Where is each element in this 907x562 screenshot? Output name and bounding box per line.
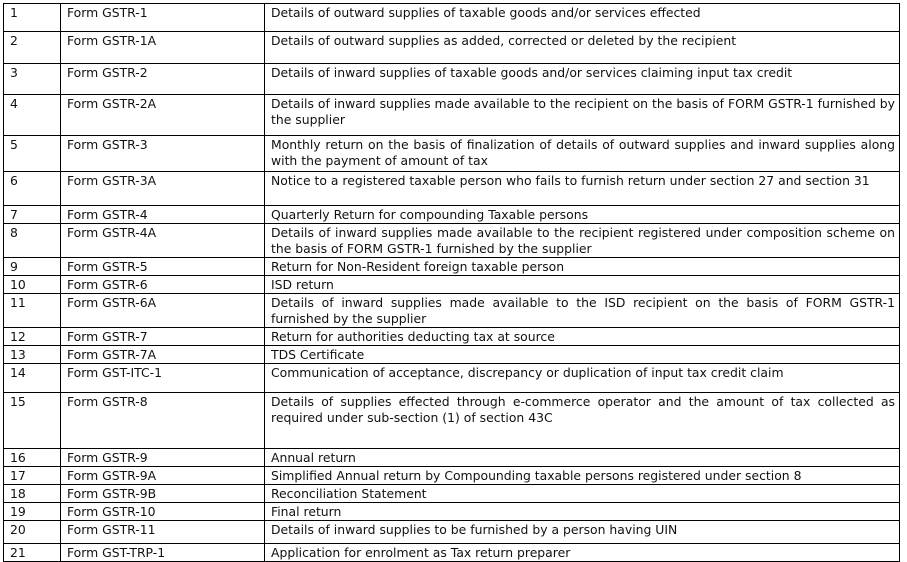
form-description: Details of inward supplies made available to the ISD recipient on the basis of FORM GSTR-1 furnished by the supplier bbox=[265, 294, 900, 328]
form-name: Form GSTR-9 bbox=[61, 449, 265, 467]
form-name: Form GSTR-5 bbox=[61, 258, 265, 276]
form-name: Form GSTR-4A bbox=[61, 224, 265, 258]
form-description: Details of inward supplies of taxable goods and/or services claiming input tax credit bbox=[265, 64, 900, 95]
form-description: Details of inward supplies to be furnished by a person having UIN bbox=[265, 521, 900, 544]
table-row bbox=[4, 467, 900, 485]
form-name: Form GSTR-1 bbox=[61, 4, 265, 32]
table-row bbox=[4, 294, 900, 328]
form-name: Form GSTR-8 bbox=[61, 393, 265, 449]
row-number: 5 bbox=[4, 136, 61, 172]
table-row bbox=[4, 364, 900, 393]
form-description: Final return bbox=[265, 503, 900, 521]
form-description: Notice to a registered taxable person who fails to furnish return under section 27 and section 31 bbox=[265, 172, 900, 206]
form-name: Form GSTR-11 bbox=[61, 521, 265, 544]
table-row bbox=[4, 4, 900, 32]
table-row bbox=[4, 64, 900, 95]
form-description: Monthly return on the basis of finalization of details of outward supplies and inward supplies along with the payment of amount of tax bbox=[265, 136, 900, 172]
table-row bbox=[4, 136, 900, 172]
form-name: Form GSTR-2 bbox=[61, 64, 265, 95]
table-row bbox=[4, 276, 900, 294]
form-name: Form GSTR-6 bbox=[61, 276, 265, 294]
form-description: Quarterly Return for compounding Taxable persons bbox=[265, 206, 900, 224]
row-number: 14 bbox=[4, 364, 61, 393]
form-description: Return for authorities deducting tax at source bbox=[265, 328, 900, 346]
table-row bbox=[4, 224, 900, 258]
row-number: 21 bbox=[4, 544, 61, 562]
row-number: 18 bbox=[4, 485, 61, 503]
row-number: 13 bbox=[4, 346, 61, 364]
form-description: Details of inward supplies made available to the recipient registered under composition scheme on the basis of FORM GSTR-1 furnished by the supplier bbox=[265, 224, 900, 258]
gst-forms-table bbox=[3, 3, 900, 562]
form-description: Return for Non-Resident foreign taxable person bbox=[265, 258, 900, 276]
gst-forms-table-body bbox=[4, 4, 900, 562]
form-name: Form GSTR-3 bbox=[61, 136, 265, 172]
table-row bbox=[4, 258, 900, 276]
form-name: Form GSTR-2A bbox=[61, 95, 265, 136]
row-number: 9 bbox=[4, 258, 61, 276]
row-number: 6 bbox=[4, 172, 61, 206]
form-name: Form GSTR-10 bbox=[61, 503, 265, 521]
row-number: 3 bbox=[4, 64, 61, 95]
row-number: 1 bbox=[4, 4, 61, 32]
table-row bbox=[4, 172, 900, 206]
form-description: Application for enrolment as Tax return preparer bbox=[265, 544, 900, 562]
row-number: 20 bbox=[4, 521, 61, 544]
form-description: Details of inward supplies made available to the recipient on the basis of FORM GSTR-1 furnished by the supplier bbox=[265, 95, 900, 136]
form-description: Communication of acceptance, discrepancy or duplication of input tax credit claim bbox=[265, 364, 900, 393]
row-number: 16 bbox=[4, 449, 61, 467]
row-number: 12 bbox=[4, 328, 61, 346]
table-row bbox=[4, 544, 900, 562]
form-name: Form GSTR-9A bbox=[61, 467, 265, 485]
form-description: Simplified Annual return by Compounding taxable persons registered under section 8 bbox=[265, 467, 900, 485]
table-row bbox=[4, 393, 900, 449]
row-number: 8 bbox=[4, 224, 61, 258]
row-number: 17 bbox=[4, 467, 61, 485]
row-number: 19 bbox=[4, 503, 61, 521]
form-description: Details of outward supplies of taxable goods and/or services effected bbox=[265, 4, 900, 32]
table-row bbox=[4, 206, 900, 224]
table-row bbox=[4, 32, 900, 64]
form-name: Form GSTR-9B bbox=[61, 485, 265, 503]
form-name: Form GSTR-4 bbox=[61, 206, 265, 224]
form-description: ISD return bbox=[265, 276, 900, 294]
table-row bbox=[4, 95, 900, 136]
form-description: Annual return bbox=[265, 449, 900, 467]
form-name: Form GSTR-3A bbox=[61, 172, 265, 206]
row-number: 10 bbox=[4, 276, 61, 294]
table-row bbox=[4, 485, 900, 503]
table-row bbox=[4, 328, 900, 346]
form-description: Reconciliation Statement bbox=[265, 485, 900, 503]
row-number: 11 bbox=[4, 294, 61, 328]
form-name: Form GST-TRP-1 bbox=[61, 544, 265, 562]
form-description: TDS Certificate bbox=[265, 346, 900, 364]
row-number: 2 bbox=[4, 32, 61, 64]
table-row bbox=[4, 521, 900, 544]
row-number: 7 bbox=[4, 206, 61, 224]
form-description: Details of supplies effected through e-commerce operator and the amount of tax collected as required under sub-section (1) of section 43C bbox=[265, 393, 900, 449]
form-description: Details of outward supplies as added, corrected or deleted by the recipient bbox=[265, 32, 900, 64]
form-name: Form GSTR-6A bbox=[61, 294, 265, 328]
form-name: Form GSTR-7A bbox=[61, 346, 265, 364]
row-number: 4 bbox=[4, 95, 61, 136]
table-row bbox=[4, 346, 900, 364]
form-name: Form GSTR-1A bbox=[61, 32, 265, 64]
form-name: Form GST-ITC-1 bbox=[61, 364, 265, 393]
row-number: 15 bbox=[4, 393, 61, 449]
table-row bbox=[4, 449, 900, 467]
form-name: Form GSTR-7 bbox=[61, 328, 265, 346]
table-row bbox=[4, 503, 900, 521]
